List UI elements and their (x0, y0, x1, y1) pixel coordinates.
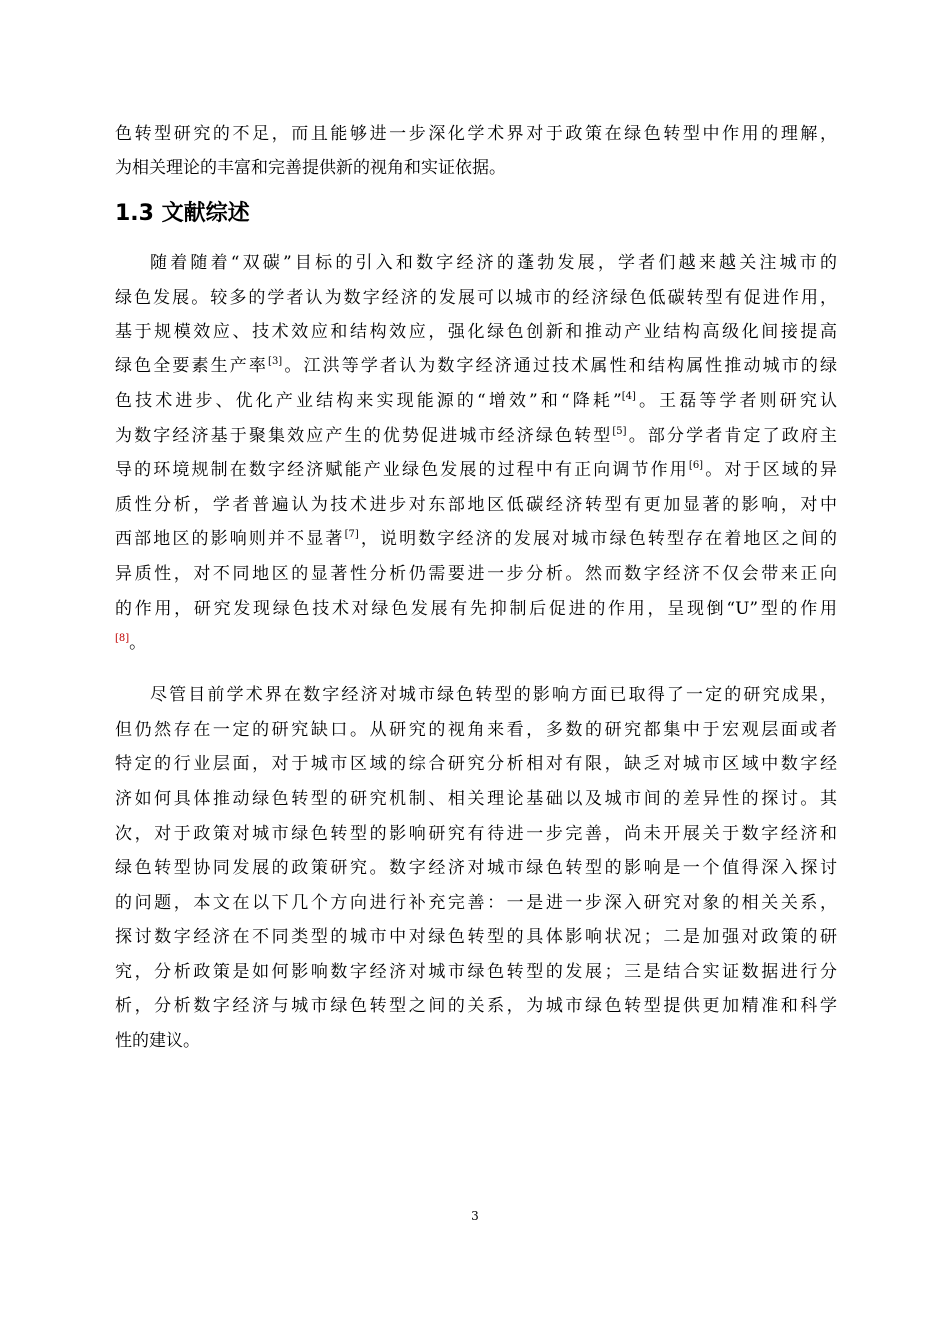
paragraph-1-line-12 (115, 632, 146, 657)
paragraph-1-line-1: 随着随着“双碳”目标的引入和数字经济的蓬勃发展，学者们越来越关注城市的 (150, 253, 837, 273)
paragraph-2-line-2: 但仍然存在一定的研究缺口。从研究的视角来看，多数的研究都集中于宏观层面或者 (115, 720, 837, 740)
citation-7: [7] (344, 529, 359, 540)
text-segment: 绿色全要素生产率 (115, 356, 269, 376)
paragraph-1-line-11: 的作用，研究发现绿色技术对绿色发展有先抑制后促进的作用，呈现倒“U”型的作用 (115, 599, 837, 619)
paragraph-2-line-3: 特定的行业层面，对于城市区域的综合研究分析相对有限，缺乏对城市区域中数字经 (115, 754, 837, 774)
paragraph-1-line-3: 基于规模效应、技术效应和结构效应，强化绿色创新和推动产业结构高级化间接提高 (115, 322, 837, 342)
paragraph-2-line-5: 次，对于政策对城市绿色转型的影响研究有待进一步完善，尚未开展关于数字经济和 (115, 824, 837, 844)
page-number: 3 (471, 1209, 479, 1223)
text-segment: 色技术进步、优化产业结构来实现能源的“增效”和“降耗” (115, 391, 622, 411)
paragraph-2-line-7: 的问题，本文在以下几个方向进行补充完善：一是进一步深入研究对象的相关关系， (115, 893, 837, 913)
paragraph-2-line-1: 尽管目前学术界在数字经济对城市绿色转型的影响方面已取得了一定的研究成果， (150, 685, 837, 705)
text-segment: ，说明数字经济的发展对城市绿色转型存在着地区之间的 (358, 529, 838, 549)
text-segment: 西部地区的影响则并不显著 (115, 529, 345, 549)
paragraph-1-line-9 (115, 528, 837, 553)
text-segment: 。 (129, 633, 147, 653)
paragraph-2-line-9: 究，分析政策是如何影响数字经济对城市绿色转型的发展；三是结合实证数据进行分 (115, 962, 837, 982)
paragraph-1-line-7 (115, 459, 837, 484)
citation-4: [4] (621, 391, 636, 402)
paragraph-1-line-8: 质性分析，学者普遍认为技术进步对东部地区低碳经济转型有更加显著的影响，对中 (115, 495, 837, 515)
text-segment: 导的环境规制在数字经济赋能产业绿色发展的过程中有正向调节作用 (115, 460, 689, 480)
text-segment: 。江洪等学者认为数字经济通过技术属性和结构属性推动城市的绿 (282, 356, 838, 376)
paragraph-2-line-6: 绿色转型协同发展的政策研究。数字经济对城市绿色转型的影响是一个值得深入探讨 (115, 858, 837, 878)
paragraph-2-line-4: 济如何具体推动绿色转型的研究机制、相关理论基础以及城市间的差异性的探讨。其 (115, 789, 837, 809)
text-segment: 。对于区域的异 (703, 460, 838, 480)
paragraph-1-line-10: 异质性，对不同地区的显著性分析仍需要进一步分析。然而数字经济不仅会带来正向 (115, 564, 837, 584)
paragraph-2-line-8: 探讨数字经济在不同类型的城市中对绿色转型的具体影响状况；二是加强对政策的研 (115, 927, 837, 947)
intro-line-1: 色转型研究的不足，而且能够进一步深化学术界对于政策在绿色转型中作用的理解， (115, 124, 837, 144)
text-segment: 为数字经济基于聚集效应产生的优势促进城市经济绿色转型 (115, 426, 613, 446)
section-heading: 1.3 文献综述 (115, 201, 250, 226)
paragraph-1-line-6 (115, 425, 837, 450)
citation-3: [3] (268, 356, 283, 367)
intro-line-2: 为相关理论的丰富和完善提供新的视角和实证依据。 (115, 158, 506, 178)
paragraph-2-line-10: 析，分析数字经济与城市绿色转型之间的关系，为城市绿色转型提供更加精准和科学 (115, 996, 837, 1016)
text-segment: 。部分学者肯定了政府主 (626, 426, 838, 446)
paragraph-1-line-2: 绿色发展。较多的学者认为数字经济的发展可以城市的经济绿色低碳转型有促进作用， (115, 288, 837, 308)
paragraph-1-line-4 (115, 355, 837, 380)
text-segment: 。王磊等学者则研究认 (635, 391, 838, 411)
paragraph-1-line-5 (115, 390, 837, 415)
citation-6: [6] (688, 460, 704, 471)
citation-5: [5] (612, 426, 627, 437)
paragraph-2-line-11: 性的建议。 (115, 1031, 200, 1051)
citation-8-link[interactable]: [8] (115, 633, 130, 644)
